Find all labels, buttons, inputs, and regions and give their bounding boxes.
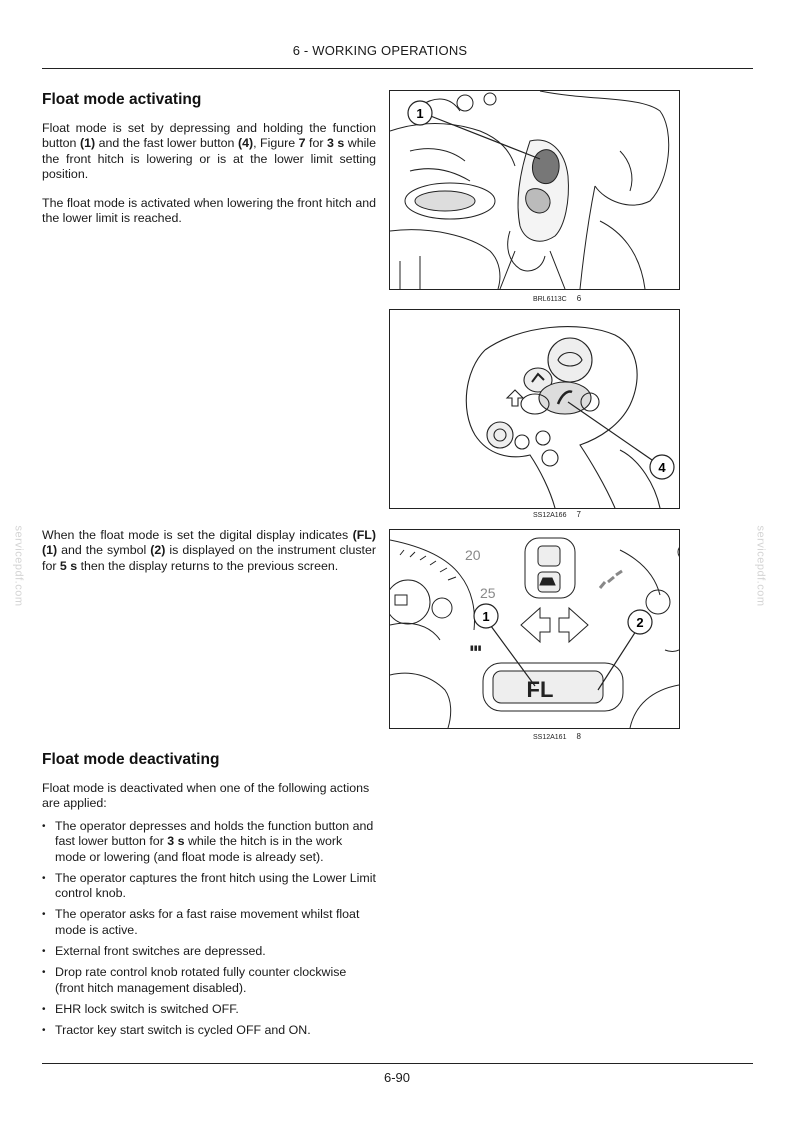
- figure-6: [389, 90, 680, 290]
- header-rule: [42, 68, 753, 69]
- text-run: then the display returns to the previous screen.: [77, 558, 339, 573]
- figure-code: SS12A166: [533, 512, 567, 519]
- figure-7-illustration: [390, 310, 679, 508]
- bold-run: 3 s: [326, 136, 345, 151]
- figure-6-illustration: [390, 91, 679, 289]
- heading-float-mode-deactivating: Float mode deactivating: [42, 751, 220, 768]
- gauge-label-25: 25: [480, 585, 496, 601]
- bold-run: (1): [79, 136, 96, 151]
- text-run: while the front hitch is lowering or is at the lower limit setting position.: [42, 136, 376, 181]
- text-run: is displayed on the instrument cluster for: [42, 543, 376, 573]
- page-number: 6-90: [383, 1070, 411, 1085]
- running-header: 6 - WORKING OPERATIONS: [292, 43, 468, 58]
- deactivation-list: [42, 819, 376, 1045]
- figure-code: SS12A161: [533, 734, 567, 741]
- figure-6-caption: [533, 294, 613, 303]
- list-item: • The operator asks for a fast raise movement whilst float mode is active.: [42, 907, 376, 938]
- figure-8-caption: [533, 732, 613, 741]
- text-run: for: [305, 136, 327, 151]
- callout-label: 2: [636, 615, 644, 630]
- bold-run: 3 s: [167, 834, 185, 849]
- figure-7-caption: [533, 510, 613, 519]
- figure-8-illustration: [390, 530, 679, 728]
- paragraph-activating-2: The float mode is activated when lowering the front hitch and the lower limit is reached.: [42, 196, 376, 226]
- list-item: • EHR lock switch is switched OFF.: [42, 1002, 376, 1017]
- figure-number: 8: [576, 732, 581, 741]
- callout-label: 4: [658, 460, 666, 475]
- figure-8: [389, 529, 680, 729]
- text-run: , Figure: [253, 136, 299, 151]
- svg-text:▮▮▮: ▮▮▮: [470, 645, 482, 652]
- bold-run: (2): [150, 543, 166, 558]
- paragraph-activating-3: [42, 528, 376, 574]
- watermark-right: servicepdf.com: [754, 525, 767, 607]
- text-run: The operator depresses and holds the function button and fast lower button for: [55, 819, 374, 849]
- figure-number: 6: [576, 294, 582, 303]
- bold-run: (4): [237, 136, 254, 151]
- list-item: [42, 819, 376, 865]
- text-run: and the symbol: [57, 543, 151, 558]
- figure-number: 7: [576, 510, 581, 519]
- list-item: • External front switches are depressed.: [42, 944, 376, 959]
- text-run: Float mode is set by depressing and holding the function button: [42, 121, 376, 151]
- callout-label: 1: [416, 106, 424, 121]
- text-run: When the float mode is set the digital display indicates: [42, 528, 353, 542]
- figure-code: BRL6113C: [533, 296, 567, 303]
- bold-run: 7: [298, 136, 306, 151]
- footer-rule: [42, 1063, 753, 1064]
- bold-run: 5 s: [59, 558, 78, 573]
- digital-display-readout: FL: [526, 677, 554, 702]
- gauge-label-20: 20: [465, 547, 481, 563]
- figure-7: [389, 309, 680, 509]
- heading-float-mode-activating: Float mode activating: [42, 91, 202, 108]
- callout-label: 1: [482, 609, 490, 624]
- list-item: • Drop rate control knob rotated fully counter clockwise (front hitch management disabled).: [42, 965, 376, 996]
- text-run: and the fast lower button: [95, 136, 238, 151]
- bold-run: (FL) (1): [42, 528, 376, 558]
- paragraph-deactivating-intro: Float mode is deactivated when one of the following actions are applied:: [42, 781, 370, 811]
- list-item: • Tractor key start switch is cycled OFF and ON.: [42, 1023, 376, 1038]
- paragraph-activating-1: [42, 121, 376, 182]
- watermark-left: servicepdf.com: [12, 525, 25, 607]
- text-run: while the hitch is in the work mode or lowering (and float mode is already set).: [55, 834, 343, 864]
- list-item: • The operator captures the front hitch using the Lower Limit control knob.: [42, 871, 376, 902]
